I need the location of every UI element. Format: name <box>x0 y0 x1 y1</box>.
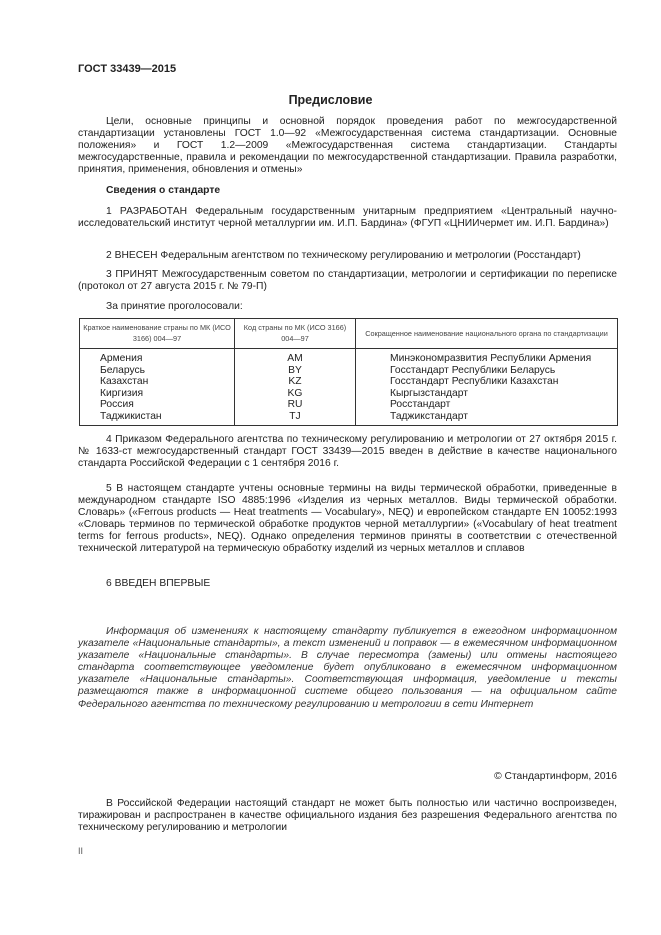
table-cell: KZ <box>235 376 356 388</box>
copyright: © Стандартинформ, 2016 <box>494 771 617 782</box>
page-number: II <box>78 846 84 856</box>
restriction-paragraph: В Российской Федерации настоящий стандарт не может быть полностью или частично воспроизведен, тиражирован и распространен в качестве официального издания без разрешения Федерального агентства по техническому регулированию и метрологии <box>78 798 617 834</box>
table-header: Код страны по МК (ИСО 3166) 004—97 <box>235 319 356 349</box>
table-cell: Госстандарт Республики Казахстан <box>356 376 618 388</box>
table-cell: AM <box>235 349 356 365</box>
table-cell: RU <box>235 399 356 411</box>
item-2: 2 ВНЕСЕН Федеральным агентством по техническому регулированию и метрологии (Росстандарт) <box>106 250 581 261</box>
table-cell: Армения <box>80 349 235 365</box>
table-row <box>80 349 618 365</box>
table-cell: Россия <box>80 399 235 411</box>
table-row <box>80 399 618 411</box>
info-heading: Сведения о стандарте <box>106 185 221 196</box>
document-header: ГОСТ 33439—2015 <box>78 63 177 75</box>
table-row <box>80 365 618 377</box>
item-5: 5 В настоящем стандарте учтены основные термины на виды термической обработки, приведенные в международном стандарте ISO 4885:1996 «Изделия из черных металлов. Виды термической обработки. Словарь» («Ferrous products — Heat treatments — Vocabulary», NEQ) и европейском стандарте EN 10052:1993 «Словарь терминов по термической обработке продуктов черной металлургии» («Vocabulary of heat treatment terms for ferrous products», NEQ). Однако определения терминов приняты в соответствии с отечественной технической литературой на термическую обработку изделий из черных металлов и сплавов <box>78 483 617 555</box>
table-cell: Росстандарт <box>356 399 618 411</box>
item-6: 6 ВВЕДЕН ВПЕРВЫЕ <box>106 578 211 589</box>
notice-paragraph: Информация об изменениях к настоящему стандарту публикуется в ежегодном информационном указателе «Национальные стандарты», а текст изменений и поправок — в ежемесячном информационном указателе «Национальные стандарты». В случае пересмотра (замены) или отмены настоящего стандарта соответствующее уведомление будет опубликовано в ежемесячном информационном указателе «Национальные стандарты». Соответствующая информация, уведомление и тексты размещаются также в информационной системе общего пользования — на официальном сайте Федерального агентства по техническому регулированию и метрологии в сети Интернет <box>78 626 617 710</box>
table-cell: Таджикистан <box>80 411 235 426</box>
table-header: Сокращенное наименование национального органа по стандартизации <box>356 319 618 349</box>
table-cell: Госстандарт Республики Беларусь <box>356 365 618 377</box>
item-3: 3 ПРИНЯТ Межгосударственным советом по стандартизации, метрологии и сертификации по переписке (протокол от 27 августа 2015 г. № 79-П) <box>78 269 617 293</box>
table-cell: Кыргызстандарт <box>356 388 618 400</box>
table-cell: Беларусь <box>80 365 235 377</box>
table-cell: Киргизия <box>80 388 235 400</box>
table-row <box>80 376 618 388</box>
table-header: Краткое наименование страны по МК (ИСО 3166) 004—97 <box>80 319 235 349</box>
table-cell: BY <box>235 365 356 377</box>
intro-paragraph: Цели, основные принципы и основной порядок проведения работ по межгосударственной стандартизации установлены ГОСТ 1.0—92 «Межгосударственная система стандартизации. Основные положения» и ГОСТ 1.2—2009 «Межгосударственная система стандартизации. Стандарты межгосударственные, правила и рекомендации по межгосударственной стандартизации. Правила разработки, принятия, применения, обновления и отмены» <box>78 116 617 176</box>
item-4: 4 Приказом Федерального агентства по техническому регулированию и метрологии от 27 октября 2015 г. № 1633-ст межгосударственный стандарт ГОСТ 33439—2015 введен в действие в качестве национального стандарта Российской Федерации с 1 сентября 2016 г. <box>78 434 617 470</box>
table-row <box>80 388 618 400</box>
voted-label: За принятие проголосовали: <box>106 301 243 312</box>
table-cell: TJ <box>235 411 356 426</box>
table-row <box>80 411 618 426</box>
table-cell: Казахстан <box>80 376 235 388</box>
page-title: Предисловие <box>288 93 373 107</box>
item-1: 1 РАЗРАБОТАН Федеральным государственным унитарным предприятием «Центральный научно-исследовательский институт черной металлургии им. И.П. Бардина» (ФГУП «ЦНИИчермет им. И.П. Бардина») <box>78 206 617 230</box>
voting-table <box>79 318 618 426</box>
table-cell: Таджикстандарт <box>356 411 618 426</box>
table-cell: Минэкономразвития Республики Армения <box>356 349 618 365</box>
table-cell: KG <box>235 388 356 400</box>
